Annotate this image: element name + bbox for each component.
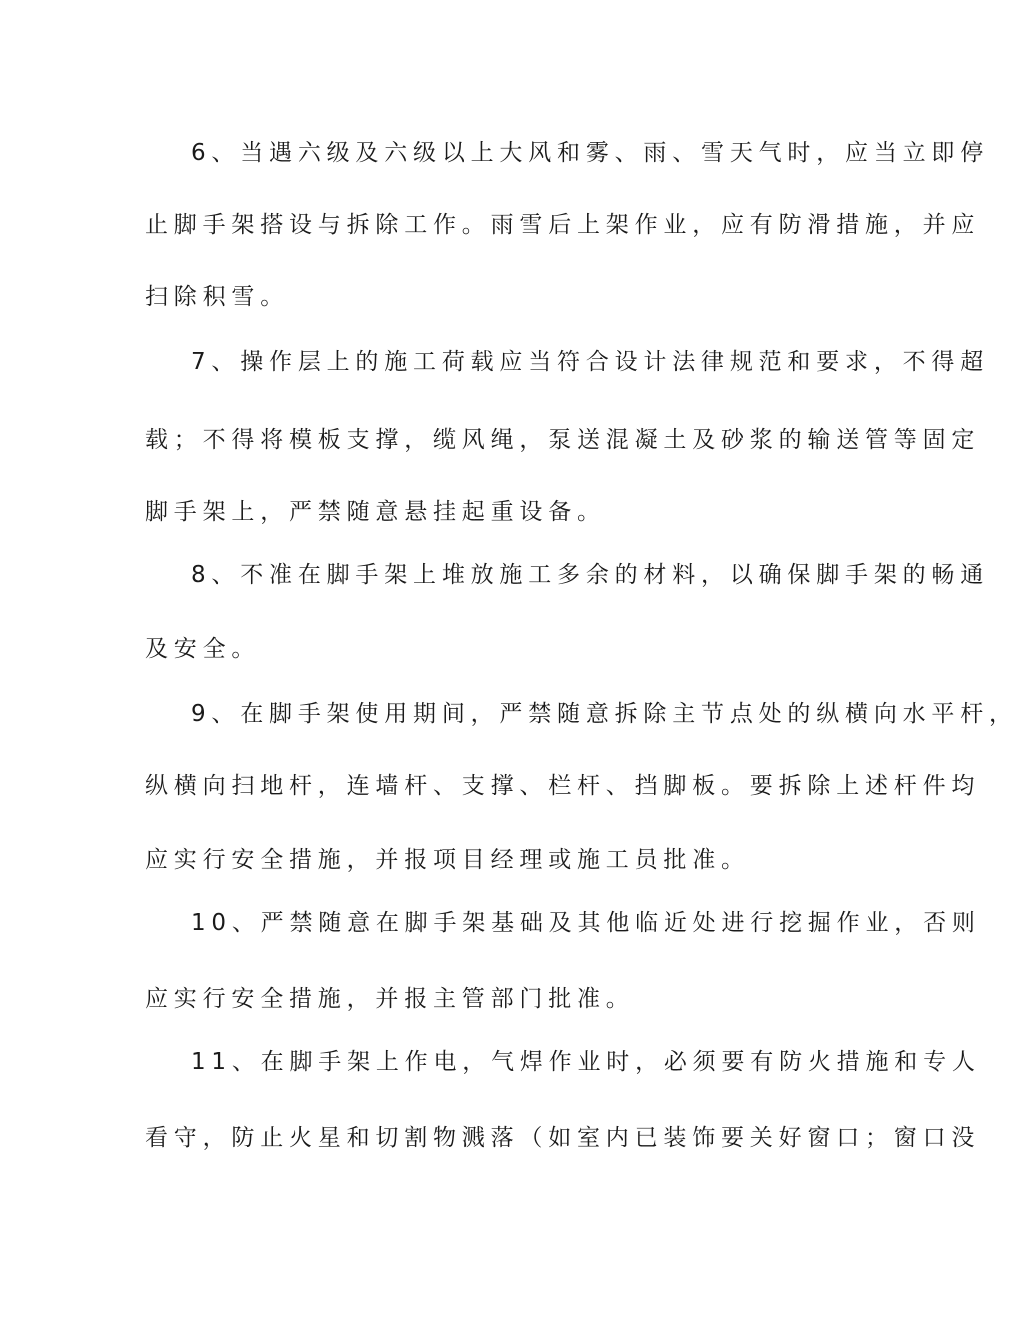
paragraph-6-line-1: 6、当遇六级及六级以上大风和雾、雨、雪天气时，应当立即停 xyxy=(191,140,990,166)
paragraph-7-line-3: 脚手架上，严禁随意悬挂起重设备。 xyxy=(145,499,606,525)
paragraph-11-line-1: 11、在脚手架上作电，气焊作业时，必须要有防火措施和专人 xyxy=(191,1049,981,1075)
paragraph-9-line-1: 9、在脚手架使用期间，严禁随意拆除主节点处的纵横向水平杆， xyxy=(191,701,1018,727)
paragraph-10-line-1: 10、严禁随意在脚手架基础及其他临近处进行挖掘作业，否则 xyxy=(191,910,981,936)
paragraph-7-line-1: 7、操作层上的施工荷载应当符合设计法律规范和要求，不得超 xyxy=(191,349,990,375)
paragraph-6-line-2: 止脚手架搭设与拆除工作。雨雪后上架作业，应有防滑措施，并应 xyxy=(145,212,981,238)
paragraph-10-line-2: 应实行安全措施，并报主管部门批准。 xyxy=(145,986,635,1012)
paragraph-6-line-3: 扫除积雪。 xyxy=(145,284,289,310)
paragraph-7-line-2: 载；不得将模板支撑，缆风绳，泵送混凝土及砂浆的输送管等固定 xyxy=(145,427,981,453)
paragraph-8-line-1: 8、不准在脚手架上堆放施工多余的材料，以确保脚手架的畅通 xyxy=(191,562,990,588)
paragraph-9-line-2: 纵横向扫地杆，连墙杆、支撑、栏杆、挡脚板。要拆除上述杆件均 xyxy=(145,773,981,799)
paragraph-11-line-2: 看守，防止火星和切割物溅落（如室内已装饰要关好窗口；窗口没 xyxy=(145,1125,981,1151)
paragraph-9-line-3: 应实行安全措施，并报项目经理或施工员批准。 xyxy=(145,847,750,873)
paragraph-8-line-2: 及安全。 xyxy=(145,636,261,662)
